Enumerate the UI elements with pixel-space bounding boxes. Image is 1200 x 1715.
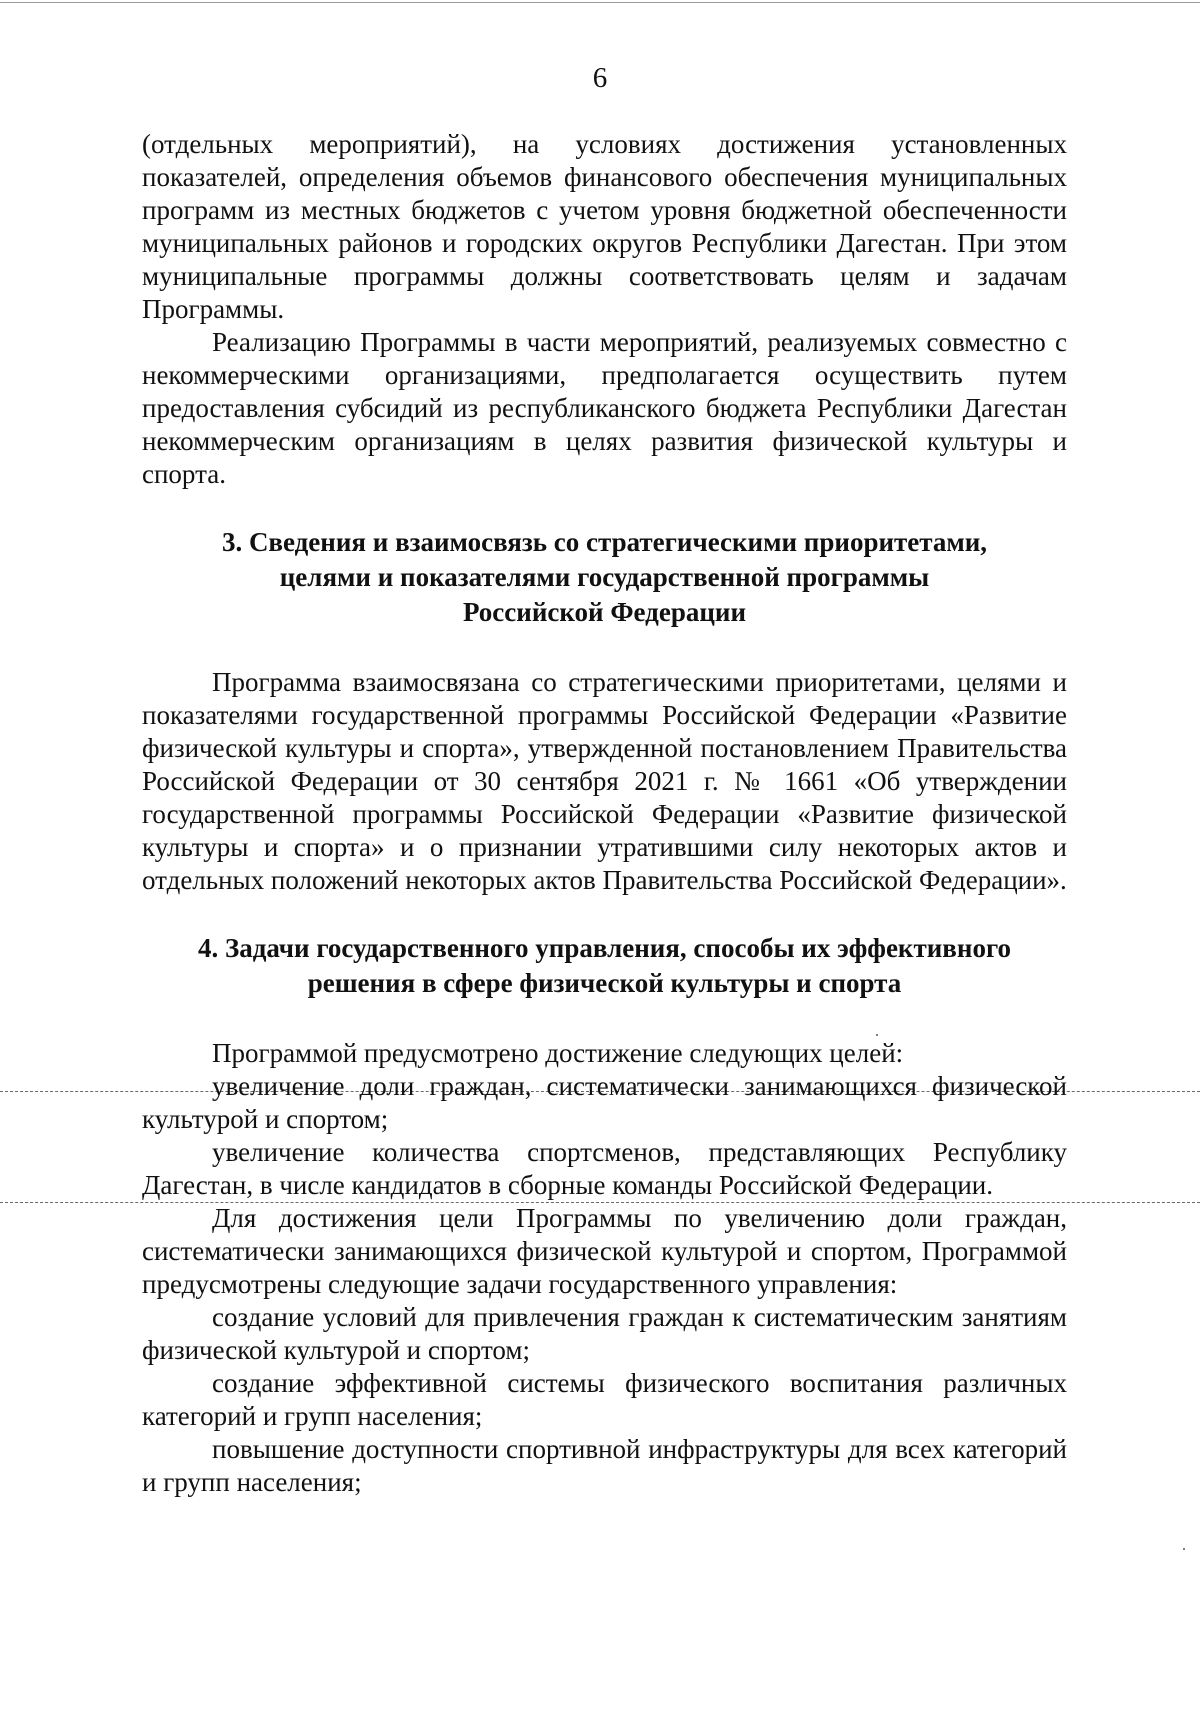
list-item: создание условий для привлечения граждан к систематическим занятиям физической культурой и спортом; <box>142 1302 1067 1365</box>
document-body <box>142 128 1067 1499</box>
list-item: увеличение доли граждан, систематически занимающихся физической культурой и спортом; <box>142 1071 1067 1134</box>
list-item: создание эффективной системы физического воспитания различных категорий и групп населения; <box>142 1368 1067 1431</box>
scan-edge-line <box>0 2 1200 3</box>
scan-speck <box>1183 1548 1185 1550</box>
paragraph: Для достижения цели Программы по увеличению доли граждан, систематически занимающихся физической культурой и спортом, Программой предусмотрены следующие задачи государственного управления: <box>142 1203 1067 1299</box>
section-3-heading <box>142 525 1067 630</box>
paragraph: Программа взаимосвязана со стратегическими приоритетами, целями и показателями государственной программы Российской Федерации «Развитие физической культуры и спорта», утвержденной постановлением Правительства Российской Федерации от 30 сентября 2021 г. № 1661 «Об утверждении государственной программы Российской Федерации «Развитие физической культуры и спорта» и о признании утратившими силу некоторых актов и отдельных положений некоторых актов Правительства Российской Федерации». <box>142 667 1067 895</box>
heading-line: решения в сфере физической культуры и спорта <box>307 968 902 998</box>
paragraph: Реализацию Программы в части мероприятий, реализуемых совместно с некоммерческими организациями, предполагается осуществить путем предоставления субсидий из республиканского бюджета Республики Дагестан некоммерческим организациям в целях развития физической культуры и спорта. <box>142 327 1067 489</box>
paragraph: (отдельных мероприятий), на условиях достижения установленных показателей, определения объемов финансового обеспечения муниципальных программ из местных бюджетов с учетом уровня бюджетной обеспеченности муниципальных районов и городских округов Республики Дагестан. При этом муниципальные программы должны соответствовать целям и задачам Программы. <box>142 129 1067 324</box>
list-item: увеличение количества спортсменов, представляющих Республику Дагестан, в числе кандидатов в сборные команды Российской Федерации. <box>142 1137 1067 1200</box>
paragraph: Программой предусмотрено достижение следующих целей: <box>212 1038 904 1068</box>
heading-line: целями и показателями государственной программы <box>279 562 930 592</box>
heading-line: Российской Федерации <box>462 597 747 627</box>
heading-line: 4. Задачи государственного управления, способы их эффективного <box>197 933 1012 963</box>
heading-line: 3. Сведения и взаимосвязь со стратегическими приоритетами, <box>221 527 988 557</box>
section-4-heading <box>142 931 1067 1001</box>
list-item: повышение доступности спортивной инфраструктуры для всех категорий и групп населения; <box>142 1434 1067 1497</box>
page-number: 6 <box>592 62 608 94</box>
